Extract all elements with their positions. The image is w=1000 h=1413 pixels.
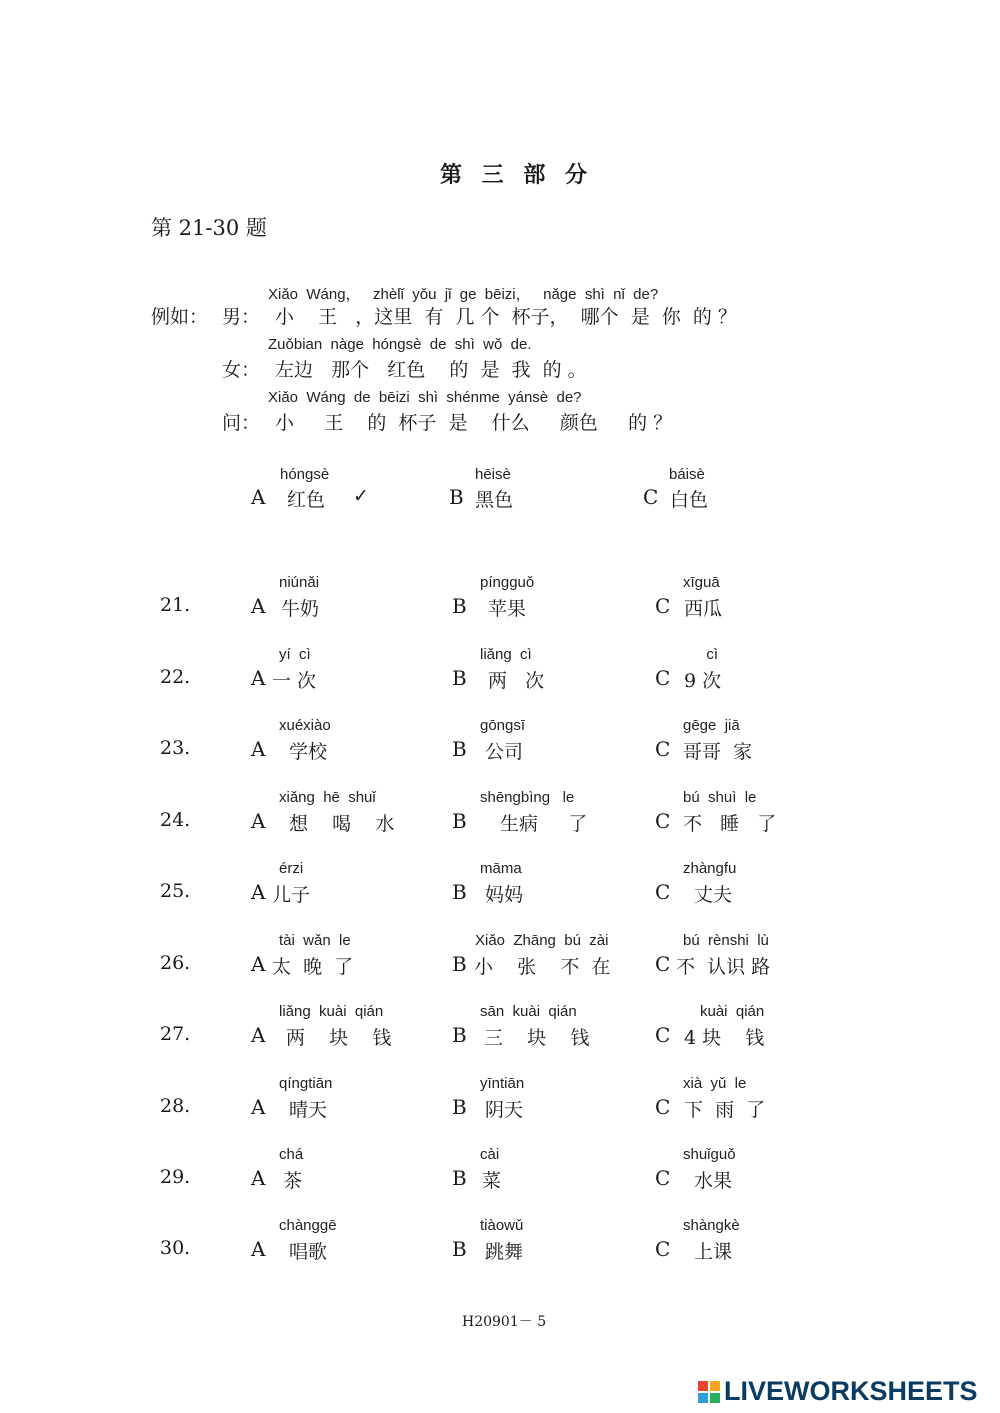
example-option-c-pinyin: báisè	[669, 466, 705, 483]
option-c-text[interactable]: 西瓜	[684, 598, 723, 620]
option-b-letter[interactable]: B	[452, 952, 467, 976]
option-c-letter[interactable]: C	[655, 809, 671, 833]
option-b-letter[interactable]: B	[452, 666, 467, 690]
option-a-letter[interactable]: A	[251, 1095, 266, 1119]
option-a-letter[interactable]: A	[251, 809, 266, 833]
question-row	[0, 860, 1000, 920]
option-c-letter[interactable]: C	[655, 594, 671, 618]
option-c-pinyin: gēge jiā	[683, 717, 740, 734]
option-a-letter[interactable]: A	[251, 1023, 266, 1047]
example-option-b-pinyin: hēisè	[475, 466, 511, 483]
option-c-text[interactable]: 水果	[694, 1170, 733, 1192]
option-c-pinyin: xīguā	[683, 574, 720, 591]
logo-badge-icon	[698, 1381, 720, 1403]
option-a-letter[interactable]: A	[251, 1237, 266, 1261]
example-dialogue-woman: 左边 那个 红色 的 是 我 的 。	[275, 359, 587, 381]
question-number: 28.	[160, 1095, 191, 1117]
option-c-letter[interactable]: C	[655, 666, 671, 690]
option-b-text[interactable]: 妈妈	[485, 884, 524, 906]
option-b-pinyin: yīntiān	[480, 1075, 525, 1092]
question-number: 29.	[160, 1166, 191, 1188]
question-row	[0, 1217, 1000, 1277]
option-c-pinyin: shuǐguǒ	[683, 1146, 736, 1163]
option-c-pinyin: shàngkè	[683, 1217, 740, 1234]
option-c-letter[interactable]: C	[655, 1023, 671, 1047]
option-b-pinyin: gōngsī	[480, 717, 526, 734]
option-a-letter[interactable]: A	[251, 1166, 266, 1190]
option-c-text[interactable]: 不 睡 了	[683, 813, 777, 835]
example-question: 小 王 的 杯子 是 什么 颜色 的 ？	[275, 412, 673, 434]
option-a-pinyin: érzi	[279, 860, 304, 877]
option-c-letter[interactable]: C	[655, 1166, 671, 1190]
option-c-pinyin: bú rènshi lù	[683, 932, 769, 949]
option-b-letter[interactable]: B	[452, 1237, 467, 1261]
option-b-letter[interactable]: B	[452, 594, 467, 618]
option-a-text[interactable]: 儿子	[272, 884, 311, 906]
option-c-letter[interactable]: C	[655, 1237, 671, 1261]
option-b-pinyin: māma	[480, 860, 522, 877]
example-pinyin-woman: Zuǒbian nàge hóngsè de shì wǒ de.	[268, 336, 532, 353]
option-a-pinyin: chá	[279, 1146, 304, 1163]
option-a-letter[interactable]: A	[251, 952, 266, 976]
option-b-text[interactable]: 跳舞	[485, 1241, 524, 1263]
option-a-letter[interactable]: A	[251, 880, 266, 904]
logo-text: LIVEWORKSHEETS	[724, 1376, 978, 1406]
option-a-text[interactable]: 一 次	[272, 670, 317, 692]
option-b-pinyin: liǎng cì	[480, 646, 532, 663]
option-b-text[interactable]: 三 块 钱	[484, 1027, 590, 1049]
option-a-letter[interactable]: A	[251, 666, 266, 690]
option-b-text[interactable]: 公司	[485, 741, 524, 763]
question-number: 25.	[160, 880, 191, 902]
example-pinyin-man: Xiǎo Wáng， zhèlǐ yǒu jǐ ge bēizi， nǎge shì nǐ de?	[268, 286, 659, 303]
option-a-pinyin: xuéxiào	[279, 717, 331, 734]
example-speaker-woman: 女：	[222, 359, 261, 381]
option-a-pinyin: tài wǎn le	[279, 932, 351, 949]
question-number: 26.	[160, 952, 191, 974]
question-row	[0, 789, 1000, 849]
option-b-text[interactable]: 菜	[482, 1170, 502, 1192]
option-b-text[interactable]: 苹果	[488, 598, 527, 620]
option-b-pinyin: píngguǒ	[480, 574, 535, 591]
option-c-pinyin: xià yǔ le	[683, 1075, 747, 1092]
option-b-pinyin: shēngbìng le	[480, 789, 575, 806]
option-b-letter[interactable]: B	[452, 1095, 467, 1119]
option-a-text[interactable]: 想 喝 水	[289, 813, 395, 835]
question-number: 24.	[160, 809, 191, 831]
question-row	[0, 1075, 1000, 1135]
checkmark-icon: ✓	[353, 485, 369, 507]
question-row	[0, 1146, 1000, 1206]
example-speaker-man: 男：	[222, 306, 261, 328]
option-a-pinyin: liǎng kuài qián	[279, 1003, 384, 1020]
option-a-text[interactable]: 唱歌	[289, 1241, 328, 1263]
option-a-pinyin: qíngtiān	[279, 1075, 333, 1092]
option-b-pinyin: tiàowǔ	[480, 1217, 524, 1234]
question-row	[0, 574, 1000, 634]
option-a-text[interactable]: 茶	[283, 1170, 303, 1192]
option-b-pinyin: Xiǎo Zhāng bú zài	[475, 932, 609, 949]
option-a-text[interactable]: 晴天	[289, 1099, 328, 1121]
option-b-letter[interactable]: B	[452, 809, 467, 833]
question-number: 27.	[160, 1023, 191, 1045]
option-a-letter[interactable]: A	[251, 737, 266, 761]
option-a-pinyin: xiǎng hē shuǐ	[279, 789, 376, 806]
option-c-pinyin: zhàngfu	[683, 860, 737, 877]
option-c-text[interactable]: 4 块 钱	[684, 1027, 765, 1049]
option-c-text[interactable]: 不 认识 路	[676, 956, 771, 978]
option-c-pinyin: cì	[698, 646, 719, 663]
option-a-text[interactable]: 太 晚 了	[272, 956, 354, 978]
option-a-text[interactable]: 牛奶	[281, 598, 320, 620]
example-option-c-text: 白色	[670, 489, 709, 511]
question-row	[0, 717, 1000, 777]
option-b-text[interactable]: 小 张 不 在	[474, 956, 611, 978]
option-c-letter[interactable]: C	[655, 880, 671, 904]
option-a-text[interactable]: 学校	[289, 741, 328, 763]
option-c-letter[interactable]: C	[655, 1095, 671, 1119]
option-c-text[interactable]: 9 次	[684, 670, 722, 692]
example-option-a-text: 红色	[287, 489, 326, 511]
page-title: 第 三 部 分	[440, 162, 593, 188]
option-b-pinyin: sān kuài qián	[480, 1003, 577, 1020]
question-number: 23.	[160, 737, 191, 759]
option-c-pinyin: kuài qián	[700, 1003, 765, 1020]
option-b-pinyin: cài	[480, 1146, 500, 1163]
example-pinyin-question: Xiǎo Wáng de bēizi shì shénme yánsè de?	[268, 389, 582, 406]
example-option-c-letter: C	[643, 485, 659, 509]
question-number: 22.	[160, 666, 191, 688]
question-row	[0, 646, 1000, 706]
example-option-a-pinyin: hóngsè	[280, 466, 330, 483]
option-b-letter[interactable]: B	[452, 1023, 467, 1047]
option-b-letter[interactable]: B	[452, 1166, 467, 1190]
question-row	[0, 932, 1000, 992]
option-c-letter[interactable]: C	[655, 737, 671, 761]
option-c-text[interactable]: 下 雨 了	[684, 1099, 766, 1121]
option-b-letter[interactable]: B	[452, 880, 467, 904]
option-b-letter[interactable]: B	[452, 737, 467, 761]
option-c-pinyin: bú shuì le	[683, 789, 757, 806]
option-c-text[interactable]: 上课	[694, 1241, 733, 1263]
option-c-letter[interactable]: C	[655, 952, 671, 976]
example-dialogue-man: 小 王 ，这里 有 几 个 杯子， 哪个 是 你 的 ？	[275, 306, 737, 328]
question-row	[0, 1003, 1000, 1063]
option-b-text[interactable]: 两 次	[488, 670, 545, 692]
example-label: 例如：	[151, 306, 209, 328]
option-a-pinyin: yí cì	[279, 646, 311, 663]
example-option-b-letter: B	[449, 485, 464, 509]
option-a-pinyin: chànggē	[279, 1217, 337, 1234]
example-option-b-text: 黑色	[475, 489, 514, 511]
option-a-pinyin: niúnǎi	[279, 574, 320, 591]
question-number: 21.	[160, 594, 191, 616]
option-c-text[interactable]: 丈夫	[694, 884, 733, 906]
question-number: 30.	[160, 1237, 191, 1259]
option-a-text[interactable]: 两 块 钱	[286, 1027, 392, 1049]
section-subtitle: 第 21-30 题	[151, 216, 267, 240]
option-b-text[interactable]: 生病 了	[500, 813, 588, 835]
option-a-letter[interactable]: A	[251, 594, 266, 618]
option-b-text[interactable]: 阴天	[485, 1099, 524, 1121]
page-footer: H20901－ 5	[462, 1314, 547, 1330]
option-c-text[interactable]: 哥哥 家	[683, 741, 753, 763]
example-option-a-letter: A	[251, 485, 266, 509]
example-speaker-question: 问：	[222, 412, 261, 434]
